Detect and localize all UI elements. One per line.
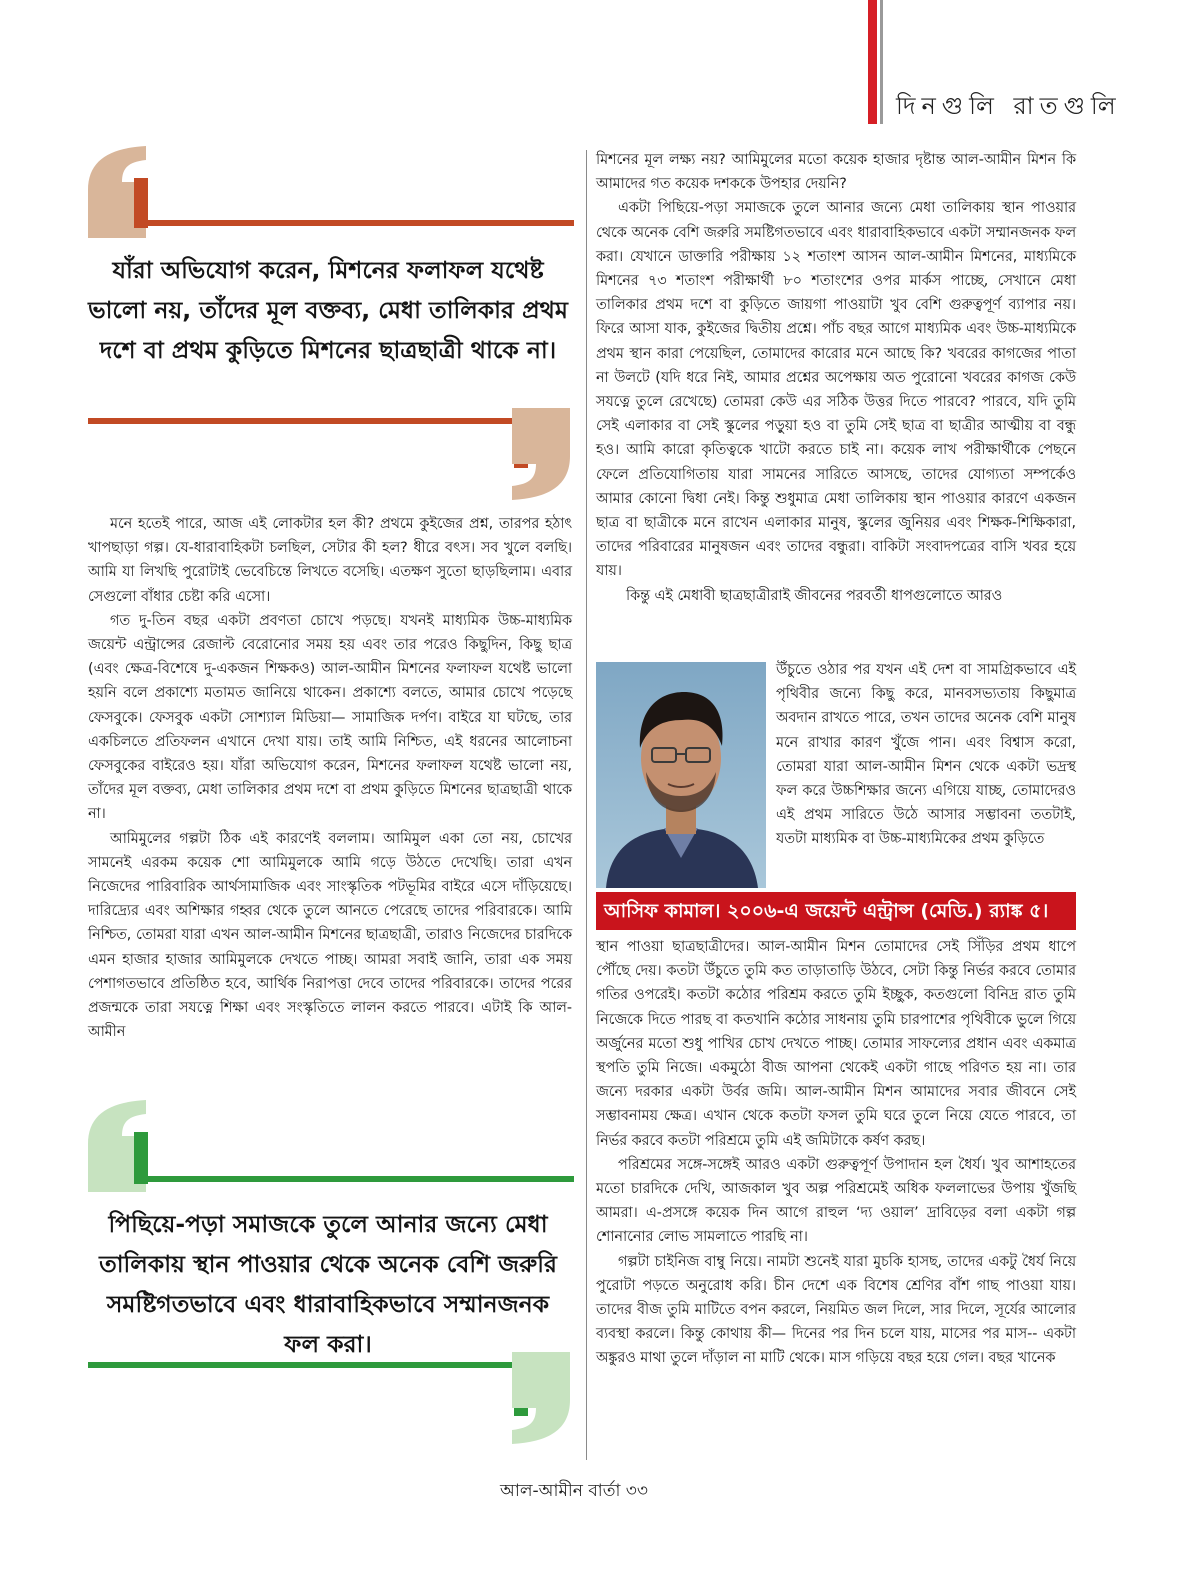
paragraph: পরিশ্রমের সঙ্গে-সঙ্গেই আরও একটা গুরুত্বপূর্ণ উপাদান হল ধৈর্য। খুব আশাহতের মতো চারদিকে দেখি, আজকাল খুব অল্প পরিশ্রমেই অধিক ফললাভের উপায় খুঁজছি আমরা। এ-প্রসঙ্গে কয়েক দিন আগে রাহুল ‘দ্য ওয়াল’ দ্রাবিড়ের বলা একটা গল্প শোনানোর লোভ সামলাতে পারছি না। (596, 1156, 1076, 1246)
paragraph: গত দু-তিন বছর একটা প্রবণতা চোখে পড়ছে। যখনই মাধ্যমিক উচ্চ-মাধ্যমিক জয়েন্ট এন্ট্রান্সের রেজাল্ট বেরোনোর সময় হয় এবং তার পরেও কিছুদিন, কিছু ছাত্র (এবং ক্ষেত্র-বিশেষে দু-একজন শিক্ষকও) আল-আমীন মিশনের ফলাফল যথেষ্ট ভালো হয়নি বলে প্রকাশ্যে মতামত জানিয়ে থাকেন। প্রকাশ্যে বলতে, আমার চোখে পড়েছে ফেসবুকে। ফেসবুক একটা সোশ্যাল মিডিয়া— সামাজিক দর্পণ। বাইরে যা ঘটছে, তার একচিলতে প্রতিফলন এখানে দেখা যায়। তাই আমি নিশ্চিত, এই ধরনের আলোচনা ফেসবুকের বাইরেও হয়। যাঁরা অভিযোগ করেন, মিশনের ফলাফল যথেষ্ট ভালো নয়, তাঁদের মূল বক্তব্য, মেধা তালিকার প্রথম দশে বা প্রথম কুড়িতে মিশনের ছাত্রছাত্রী থাকে না। (88, 612, 572, 823)
portrait-photo (596, 662, 766, 888)
paragraph: মনে হতেই পারে, আজ এই লোকটার হল কী? প্রথমে কুইজের প্রশ্ন, তারপর হঠাৎ খাপছাড়া গল্প। যে-ধারাবাহিকটা চলছিল, সেটার কী হল? ধীরে বৎস। সব খুলে বলছি। আমি যা লিখছি পুরোটাই ভেবেচিন্তে লিখতে বসেছি। এতক্ষণ সুতো ছাড়ছিলাম। এবার সেগুলো বাঁধার চেষ্টা করি এসো। (88, 516, 572, 605)
right-column-text-bottom (596, 935, 1076, 1371)
pull-quote-2: পিছিয়ে-পড়া সমাজকে তুলে আনার জন্যে মেধা তালিকায় স্থান পাওয়ার থেকে অনেক বেশি জরুরি সমষ্টিগতভাবে এবং ধারাবাহিকভাবে সম্মানজনক ফল করা। (99, 1210, 557, 1358)
paragraph: আমিমুলের গল্পটা ঠিক এই কারণেই বললাম। আমিমুল একা তো নয়, চোখের সামনেই এরকম কয়েক শো আমিমুলকে আমি গড়ে উঠতে দেখেছি। তারা এখন নিজেদের পারিবারিক আর্থসামাজিক এবং সাংস্কৃতিক পটভূমির বাইরে এসে দাঁড়িয়েছে। দারিদ্র্যের এবং অশিক্ষার গহ্বর থেকে তুলে আনতে পেরেছে তাদের পরিবারকে। আমি নিশ্চিত, তোমরা যারা এখন আল-আমীন মিশনের ছাত্রছাত্রী, তারাও নিজেদের চারদিকে এমন হাজার হাজার আমিমুলকে দেখতে পাচ্ছ। আমরা সবাই জানি, তারা এক সময় পেশাগতভাবে প্রতিষ্ঠিত হবে, আর্থিক নিরাপত্তা দেবে তাদের পরিবারকে। তাদের পরের প্রজন্মকে তারা সযত্নে শিক্ষা এবং সংস্কৃতিতে লালন করতে পারবে। এটাই কি আল-আমীন (88, 830, 572, 1041)
left-column-text (88, 512, 572, 1044)
quote-rule-top (134, 178, 574, 228)
right-column-text-top (596, 148, 1076, 608)
section-title: দিনগুলি রাতগুলি (896, 92, 1122, 120)
paragraph: গল্পটা চাইনিজ বাম্বু নিয়ে। নামটা শুনেই যারা মুচকি হাসছ, তাদের একটু ধৈর্য নিয়ে পুরোটা পড়তে অনুরোধ করি। চীন দেশে এক বিশেষ শ্রেণির বাঁশ গাছ পাওয়া যায়। তাদের বীজ তুমি মাটিতে বপন করলে, নিয়মিত জল দিলে, সার দিলে, সূর্যের আলোর ব্যবস্থা করলে। কিন্তু কোথায় কী— দিনের পর দিন চলে যায়, মাসের পর মাস-- একটা অঙ্কুরও মাথা তুলে দাঁড়াল না মাটি থেকে। মাস গড়িয়ে বছর হয়ে গেল। বছর খানেক (596, 1253, 1076, 1367)
close-quote-icon (512, 1352, 570, 1444)
column-divider (586, 150, 587, 1460)
paragraph: মিশনের মূল লক্ষ্য নয়? আমিমুলের মতো কয়েক হাজার দৃষ্টান্ত আল-আমীন মিশন কি আমাদের গত কয়েক দশককে উপহার দেয়নি? (596, 152, 1076, 193)
page-footer: আল-আমীন বার্তা ৩৩ (500, 1481, 648, 1501)
paragraph: স্থান পাওয়া ছাত্রছাত্রীদের। আল-আমীন মিশন তোমাদের সেই সিঁড়ির প্রথম ধাপে পৌঁছে দেয়। কতটা উঁচুতে তুমি কত তাড়াতাড়ি উঠবে, সেটা কিন্তু নির্ভর করবে তোমার গতির ওপরেই। কতটা কঠোর পরিশ্রম করতে তুমি ইচ্ছুক, কতগুলো বিনিদ্র রাত তুমি নিজেকে দিতে পারছ বা কতখানি কঠোর সাধনায় তুমি চারপাশের পৃথিবীকে ভুলে গিয়ে অর্জুনের মতো শুধু পাখির চোখ দেখতে পাচ্ছ। তোমার সাফল্যের প্রধান এবং একমাত্র স্থপতি তুমি নিজে। একমুঠো বীজ আপনা থেকেই একটা গাছে পরিণত হয় না। তার জন্যে দরকার একটা উর্বর জমি। আল-আমীন মিশন আমাদের সবার জীবনে সেই সম্ভাবনাময় ক্ষেত্র। এখান থেকে কতটা ফসল তুমি ঘরে তুলে নিয়ে যেতে পারবে, তা নির্ভর করবে কতটা পরিশ্রমে তুমি এই জমিটাকে কর্ষণ করছ। (596, 939, 1076, 1149)
header-red-bar (868, 0, 877, 124)
paragraph: কিন্তু এই মেধাবী ছাত্রছাত্রীরাই জীবনের পরবর্তী ধাপগুলোতে আরও (626, 587, 1003, 604)
quote-rule-bottom (88, 418, 528, 468)
header-gray-line (880, 0, 883, 124)
close-quote-icon (512, 408, 570, 500)
photo-caption: আসিফ কামাল। ২০০৬-এ জয়েন্ট এন্ট্রান্স (মেডি.) র‍্যাঙ্ক ৫। (604, 900, 1049, 922)
paragraph: উঁচুতে ওঠার পর যখন এই দেশ বা সামগ্রিকভাবে এই পৃথিবীর জন্যে কিছু করে, মানবসভ্যতায় কিছুমাত্র অবদান রাখতে পারে, তখন তাদের অনেক বেশি মানুষ মনে রাখার কারণ খুঁজে পান। এবং বিশ্বাস করো, তোমরা যারা আল-আমীন মিশন থেকে একটা ভদ্রস্থ ফল করে উচ্চশিক্ষার জন্যে এগিয়ে যাচ্ছ, তোমাদেরও এই প্রথম সারিতে উঠে আসার সম্ভাবনা ততটাই, যতটা মাধ্যমিক বা উচ্চ-মাধ্যমিকের প্রথম কুড়িতে (776, 662, 1076, 848)
right-column-text-wrap (776, 658, 1076, 852)
pull-quote-1: যাঁরা অভিযোগ করেন, মিশনের ফলাফল যথেষ্ট ভালো নয়, তাঁদের মূল বক্তব্য, মেধা তালিকার প্রথম দশে বা প্রথম কুড়িতে মিশনের ছাত্রছাত্রী থাকে না। (88, 256, 568, 364)
quote-rule-bottom (88, 1362, 528, 1416)
paragraph: একটা পিছিয়ে-পড়া সমাজকে তুলে আনার জন্যে মেধা তালিকায় স্থান পাওয়ার থেকে অনেক বেশি জরুরি সমষ্টিগতভাবে এবং ধারাবাহিকভাবে একটা সম্মানজনক ফল করা। যেখানে ডাক্তারি পরীক্ষায় ১২ শতাংশ আসন আল-আমীন মিশনের, মাধ্যমিকে মিশনের ৭৩ শতাংশ পরীক্ষার্থী ৮০ শতাংশের ওপর মার্কস পাচ্ছে, সেখানে মেধা তালিকার প্রথম দশে বা কুড়িতে জায়গা পাওয়াটা খুব বেশি গুরুত্বপূর্ণ ব্যাপার নয়। ফিরে আসা যাক, কুইজের দ্বিতীয় প্রশ্নে। পাঁচ বছর আগে মাধ্যমিক এবং উচ্চ-মাধ্যমিকে প্রথম স্থান কারা পেয়েছিল, তোমাদের কারোর মনে আছে কি? খবরের কাগজের পাতা না উলটে (যদি ধরে নিই, আমার প্রশ্নের অপেক্ষায় অত পুরোনো খবরের কাগজ কেউ সযত্নে তুলে রেখেছে) তোমরা কেউ এর সঠিক উত্তর দিতে পারবে? পারবে, যদি তুমি সেই এলাকার বা সেই স্কুলের পড়ুয়া হও বা তুমি সেই ছাত্র বা ছাত্রীর আত্মীয় বা বন্ধু হও। আমি কারো কৃতিত্বকে খাটো করতে চাই না। কয়েক লাখ পরীক্ষার্থীকে পেছনে ফেলে প্রতিযোগিতায় যারা সামনের সারিতে আসছে, তাদের যোগ্যতা সম্পর্কেও আমার কোনো দ্বিধা নেই। কিন্তু শুধুমাত্র মেধা তালিকায় স্থান পাওয়ার কারণে একজন ছাত্র বা ছাত্রীকে মনে রাখেন এলাকার মানুষ, স্কুলের জুনিয়র এবং শিক্ষক-শিক্ষিকারা, তাদের পরিবারের মানুষজন এবং তাদের বন্ধুরা। বাকিটা সংবাদপত্রের বাসি খবর হয়ে যায়। (596, 200, 1076, 580)
quote-rule-top (134, 1132, 574, 1184)
